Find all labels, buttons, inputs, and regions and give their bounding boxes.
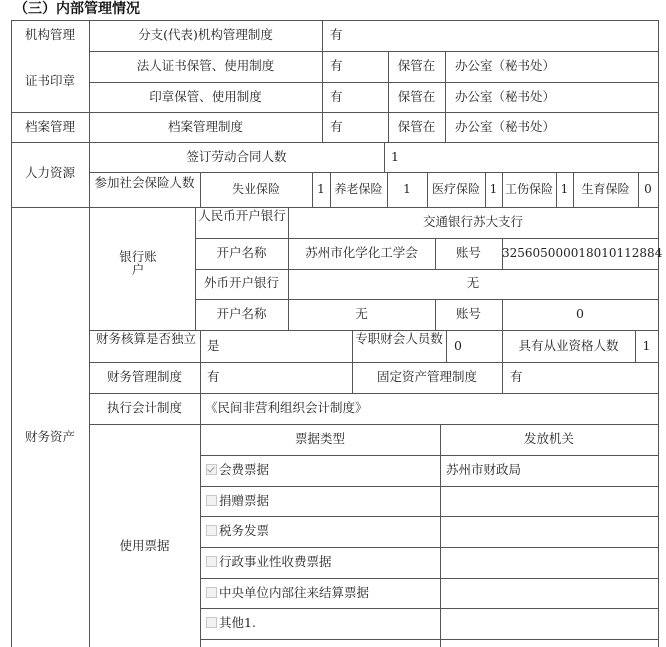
rmb-bank-label: 人民币开户银行: [198, 208, 286, 223]
qualified-label: 具有从业资格人数: [518, 338, 619, 353]
insurance-value: 1: [317, 182, 325, 196]
org-label: 机构管理: [24, 27, 75, 42]
checkbox-icon[interactable]: [206, 556, 217, 567]
tickets-label: 使用票据: [119, 538, 170, 553]
fx-name-label: 开户名称: [216, 306, 267, 321]
org-item: 分支(代表)机构管理制度: [138, 27, 273, 42]
mgmt-value: 有: [207, 369, 220, 384]
rmb-name: 苏州市化学化工学会: [305, 245, 418, 260]
ticket-checkbox[interactable]: [206, 525, 269, 538]
seal-label: 证书印章: [24, 73, 75, 88]
rmb-acct: 325605000018010112884: [502, 246, 663, 260]
acct-label: 执行会计制度: [106, 400, 182, 415]
ticket-name: 税务发票: [219, 523, 270, 538]
seal-row-keeper: 办公室（秘书处）: [455, 58, 556, 73]
ticket-name: 行政事业性收费票据: [219, 554, 332, 569]
ticket-name: 其他1.: [219, 615, 256, 630]
insurance-name: 生育保险: [581, 182, 630, 196]
checkbox-icon[interactable]: [206, 525, 217, 536]
ticket-checkbox[interactable]: [206, 617, 256, 630]
fx-bank-label: 外币开户银行: [203, 275, 279, 290]
seal-row-value: 有: [330, 89, 343, 104]
hr-contract-value: 1: [391, 149, 399, 164]
mgmt-label: 财务管理制度: [106, 369, 182, 384]
finance-label: 财务资产: [24, 429, 75, 444]
insurance-value: 1: [403, 182, 411, 196]
checkbox-icon[interactable]: [206, 617, 217, 628]
archive-label: 档案管理: [24, 119, 75, 134]
ticket-checkbox[interactable]: [206, 495, 269, 508]
archive-value: 有: [330, 119, 343, 134]
seal-row-keeper-label: 保管在: [397, 58, 436, 73]
rmb-acct-label: 账号: [455, 245, 481, 260]
ticket-checkbox[interactable]: [206, 587, 369, 600]
rmb-name-label: 开户名称: [216, 245, 267, 260]
hr-insurance-label: 参加社会保险人数: [94, 175, 195, 190]
fixed-value: 有: [510, 369, 523, 384]
seal-row-keeper: 办公室（秘书处）: [455, 89, 556, 104]
org-value: 有: [330, 27, 343, 42]
ticket-issuer: 苏州市财政局: [446, 462, 522, 477]
ticket-issuer-header: 发放机关: [523, 431, 574, 446]
acct-value: 《民间非营利组织会计制度》: [205, 400, 368, 415]
archive-item: 档案管理制度: [167, 119, 243, 134]
independent-value: 是: [207, 338, 220, 353]
hr-label: 人力资源: [24, 165, 75, 180]
fx-acct-label: 账号: [455, 306, 481, 321]
fx-name: 无: [355, 306, 368, 321]
ticket-checkbox[interactable]: [206, 464, 269, 477]
seal-row-keeper-label: 保管在: [397, 89, 436, 104]
fixed-label: 固定资产管理制度: [376, 369, 477, 384]
ticket-name: 会费票据: [219, 462, 270, 477]
fx-acct: 0: [576, 306, 584, 321]
rmb-bank: 交通银行苏大支行: [422, 214, 523, 229]
ticket-name: 中央单位内部往来结算票据: [219, 585, 370, 600]
checkbox-checked-icon[interactable]: [206, 464, 217, 475]
hr-contract-label: 签订劳动合同人数: [186, 149, 287, 164]
insurance-name: 失业保险: [231, 182, 280, 196]
checkbox-icon[interactable]: [206, 495, 217, 506]
staff-label: 专职财会人员数: [355, 331, 443, 346]
seal-row-item: 印章保管、使用制度: [149, 89, 262, 104]
insurance-name: 医疗保险: [431, 182, 480, 196]
checkbox-icon[interactable]: [206, 587, 217, 598]
ticket-checkbox[interactable]: [206, 556, 332, 569]
ticket-type-header: 票据类型: [294, 431, 345, 446]
archive-keeper: 办公室（秘书处）: [455, 119, 556, 134]
fx-bank: 无: [466, 275, 480, 290]
staff-value: 0: [454, 338, 462, 353]
insurance-name: 养老保险: [334, 182, 383, 196]
insurance-name: 工伤保险: [504, 182, 553, 196]
independent-label: 财务核算是否独立: [96, 331, 197, 346]
insurance-value: 1: [560, 182, 569, 196]
insurance-value: 1: [489, 182, 498, 196]
seal-row-item: 法人证书保管、使用制度: [136, 58, 275, 73]
bank-label: 银行账户: [119, 249, 157, 278]
qualified-value: 1: [642, 338, 651, 353]
insurance-value: 0: [644, 182, 652, 196]
seal-row-value: 有: [330, 58, 343, 73]
section-title: （三）内部管理情况: [14, 1, 140, 17]
archive-keeper-label: 保管在: [397, 119, 436, 134]
ticket-name: 捐赠票据: [219, 493, 270, 508]
